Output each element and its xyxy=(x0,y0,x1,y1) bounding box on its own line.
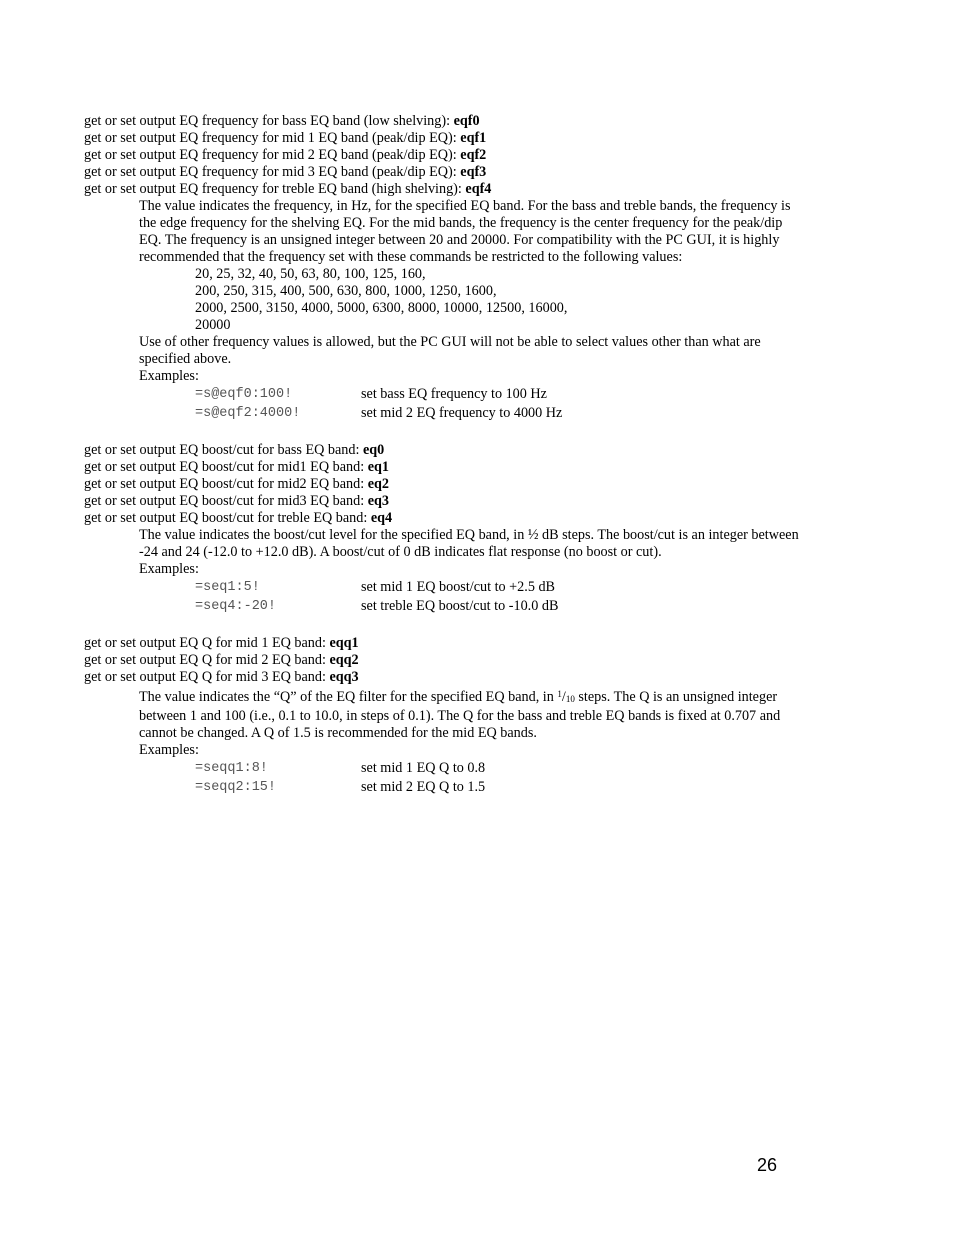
section-eq-q xyxy=(84,635,874,797)
command-line: get or set output EQ frequency for bass EQ band (low shelving): eqf0 xyxy=(84,113,480,129)
example-text: set mid 2 EQ Q to 1.5 xyxy=(361,779,486,795)
command-line: get or set output EQ boost/cut for mid2 EQ band: eq2 xyxy=(84,476,389,492)
command-code: eqf3 xyxy=(460,164,487,180)
command-code: eq3 xyxy=(367,493,389,509)
example-text: set bass EQ frequency to 100 Hz xyxy=(361,386,547,402)
description-note: Use of other frequency values is allowed, but the PC GUI will not be able to select values other than what are specified above. xyxy=(139,334,761,367)
command-line: get or set output EQ frequency for mid 1 EQ band (peak/dip EQ): eqf1 xyxy=(84,130,487,146)
example-text: set mid 1 EQ Q to 0.8 xyxy=(361,760,486,776)
description: The value indicates the boost/cut level for the specified EQ band, in ½ dB steps. The boost/cut is an integer between -24 and 24 (-12.0 to +12.0 dB). A boost/cut of 0 dB indicates flat response (no boost or cut). xyxy=(139,527,799,560)
examples-label: Examples: xyxy=(139,742,199,758)
command-code: eqq2 xyxy=(329,652,359,668)
section-eq-boost-cut xyxy=(84,442,874,616)
fraction: $^1/_{10}$ xyxy=(557,689,575,705)
command-code: eqf2 xyxy=(460,147,487,163)
command-line: get or set output EQ Q for mid 1 EQ band: eqq1 xyxy=(84,635,359,651)
command-code: eqf1 xyxy=(460,130,487,146)
command-code: eq0 xyxy=(362,442,385,458)
example-code: =s@eqf0:100! xyxy=(195,387,293,402)
command-line: get or set output EQ boost/cut for mid3 EQ band: eq3 xyxy=(84,493,389,509)
example-code: =seqq1:8! xyxy=(195,761,268,776)
page-content xyxy=(84,113,874,797)
examples-label: Examples: xyxy=(139,368,199,384)
command-line: get or set output EQ frequency for mid 2 EQ band (peak/dip EQ): eqf2 xyxy=(84,147,487,163)
page-number: 26 xyxy=(757,1155,778,1175)
command-line: get or set output EQ Q for mid 2 EQ band: eqq2 xyxy=(84,652,359,668)
description: The value indicates the “Q” of the EQ filter for the specified EQ band, in $^1/_{10}$ steps. The Q is an unsigned integer between 1 and 100 (i.e., 0.1 to 10.0, in steps of 0.1). The Q for the bass and treble EQ bands is fixed at 0.707 and cannot be changed. A Q of 1.5 is recommended for the mid EQ bands. xyxy=(139,689,781,741)
command-code: eq4 xyxy=(370,510,393,526)
example-text: set treble EQ boost/cut to -10.0 dB xyxy=(361,598,559,614)
command-line: get or set output EQ frequency for treble EQ band (high shelving): eqf4 xyxy=(84,181,492,197)
example-row xyxy=(195,778,874,797)
section-spacer xyxy=(84,616,874,635)
example-row xyxy=(195,404,874,423)
example-text: set mid 2 EQ frequency to 4000 Hz xyxy=(361,405,563,421)
command-code: eqq1 xyxy=(329,635,359,651)
example-code: =seq1:5! xyxy=(195,580,260,595)
example-text: set mid 1 EQ boost/cut to +2.5 dB xyxy=(361,579,556,595)
example-row xyxy=(195,597,874,616)
command-line: get or set output EQ Q for mid 3 EQ band: eqq3 xyxy=(84,669,359,685)
command-code: eqf4 xyxy=(465,181,492,197)
command-code: eq2 xyxy=(367,476,389,492)
example-row xyxy=(195,385,874,404)
frequency-values: 20, 25, 32, 40, 50, 63, 80, 100, 125, 160, 200, 250, 315, 400, 500, 630, 800, 1000, 1250, 1600, 2000, 2500, 3150, 4000, 5000, 6300, 8000, 10000, 12500, 16000, 20000 xyxy=(195,266,568,333)
command-line: get or set output EQ boost/cut for treble EQ band: eq4 xyxy=(84,510,393,526)
description: The value indicates the frequency, in Hz, for the specified EQ band. For the bass and treble bands, the frequency is the edge frequency for the shelving EQ. For the mid bands, the frequency is the center frequency for the peak/dip EQ. The frequency is an unsigned integer between 20 and 20000. For compatibility with the PC GUI, it is highly recommended that the frequency set with these commands be restricted to the following values: xyxy=(139,198,791,265)
example-code: =seqq2:15! xyxy=(195,780,277,795)
section-spacer xyxy=(84,423,874,442)
command-code: eqf0 xyxy=(453,113,480,129)
examples-label: Examples: xyxy=(139,561,199,577)
command-line: get or set output EQ frequency for mid 3 EQ band (peak/dip EQ): eqf3 xyxy=(84,164,487,180)
example-row xyxy=(195,578,874,597)
command-line: get or set output EQ boost/cut for mid1 EQ band: eq1 xyxy=(84,459,389,475)
example-code: =seq4:-20! xyxy=(195,599,277,614)
command-code: eqq3 xyxy=(329,669,359,685)
section-eq-frequency xyxy=(84,113,874,423)
example-row xyxy=(195,759,874,778)
command-line: get or set output EQ boost/cut for bass EQ band: eq0 xyxy=(84,442,385,458)
example-code: =s@eqf2:4000! xyxy=(195,406,301,421)
command-code: eq1 xyxy=(367,459,389,475)
